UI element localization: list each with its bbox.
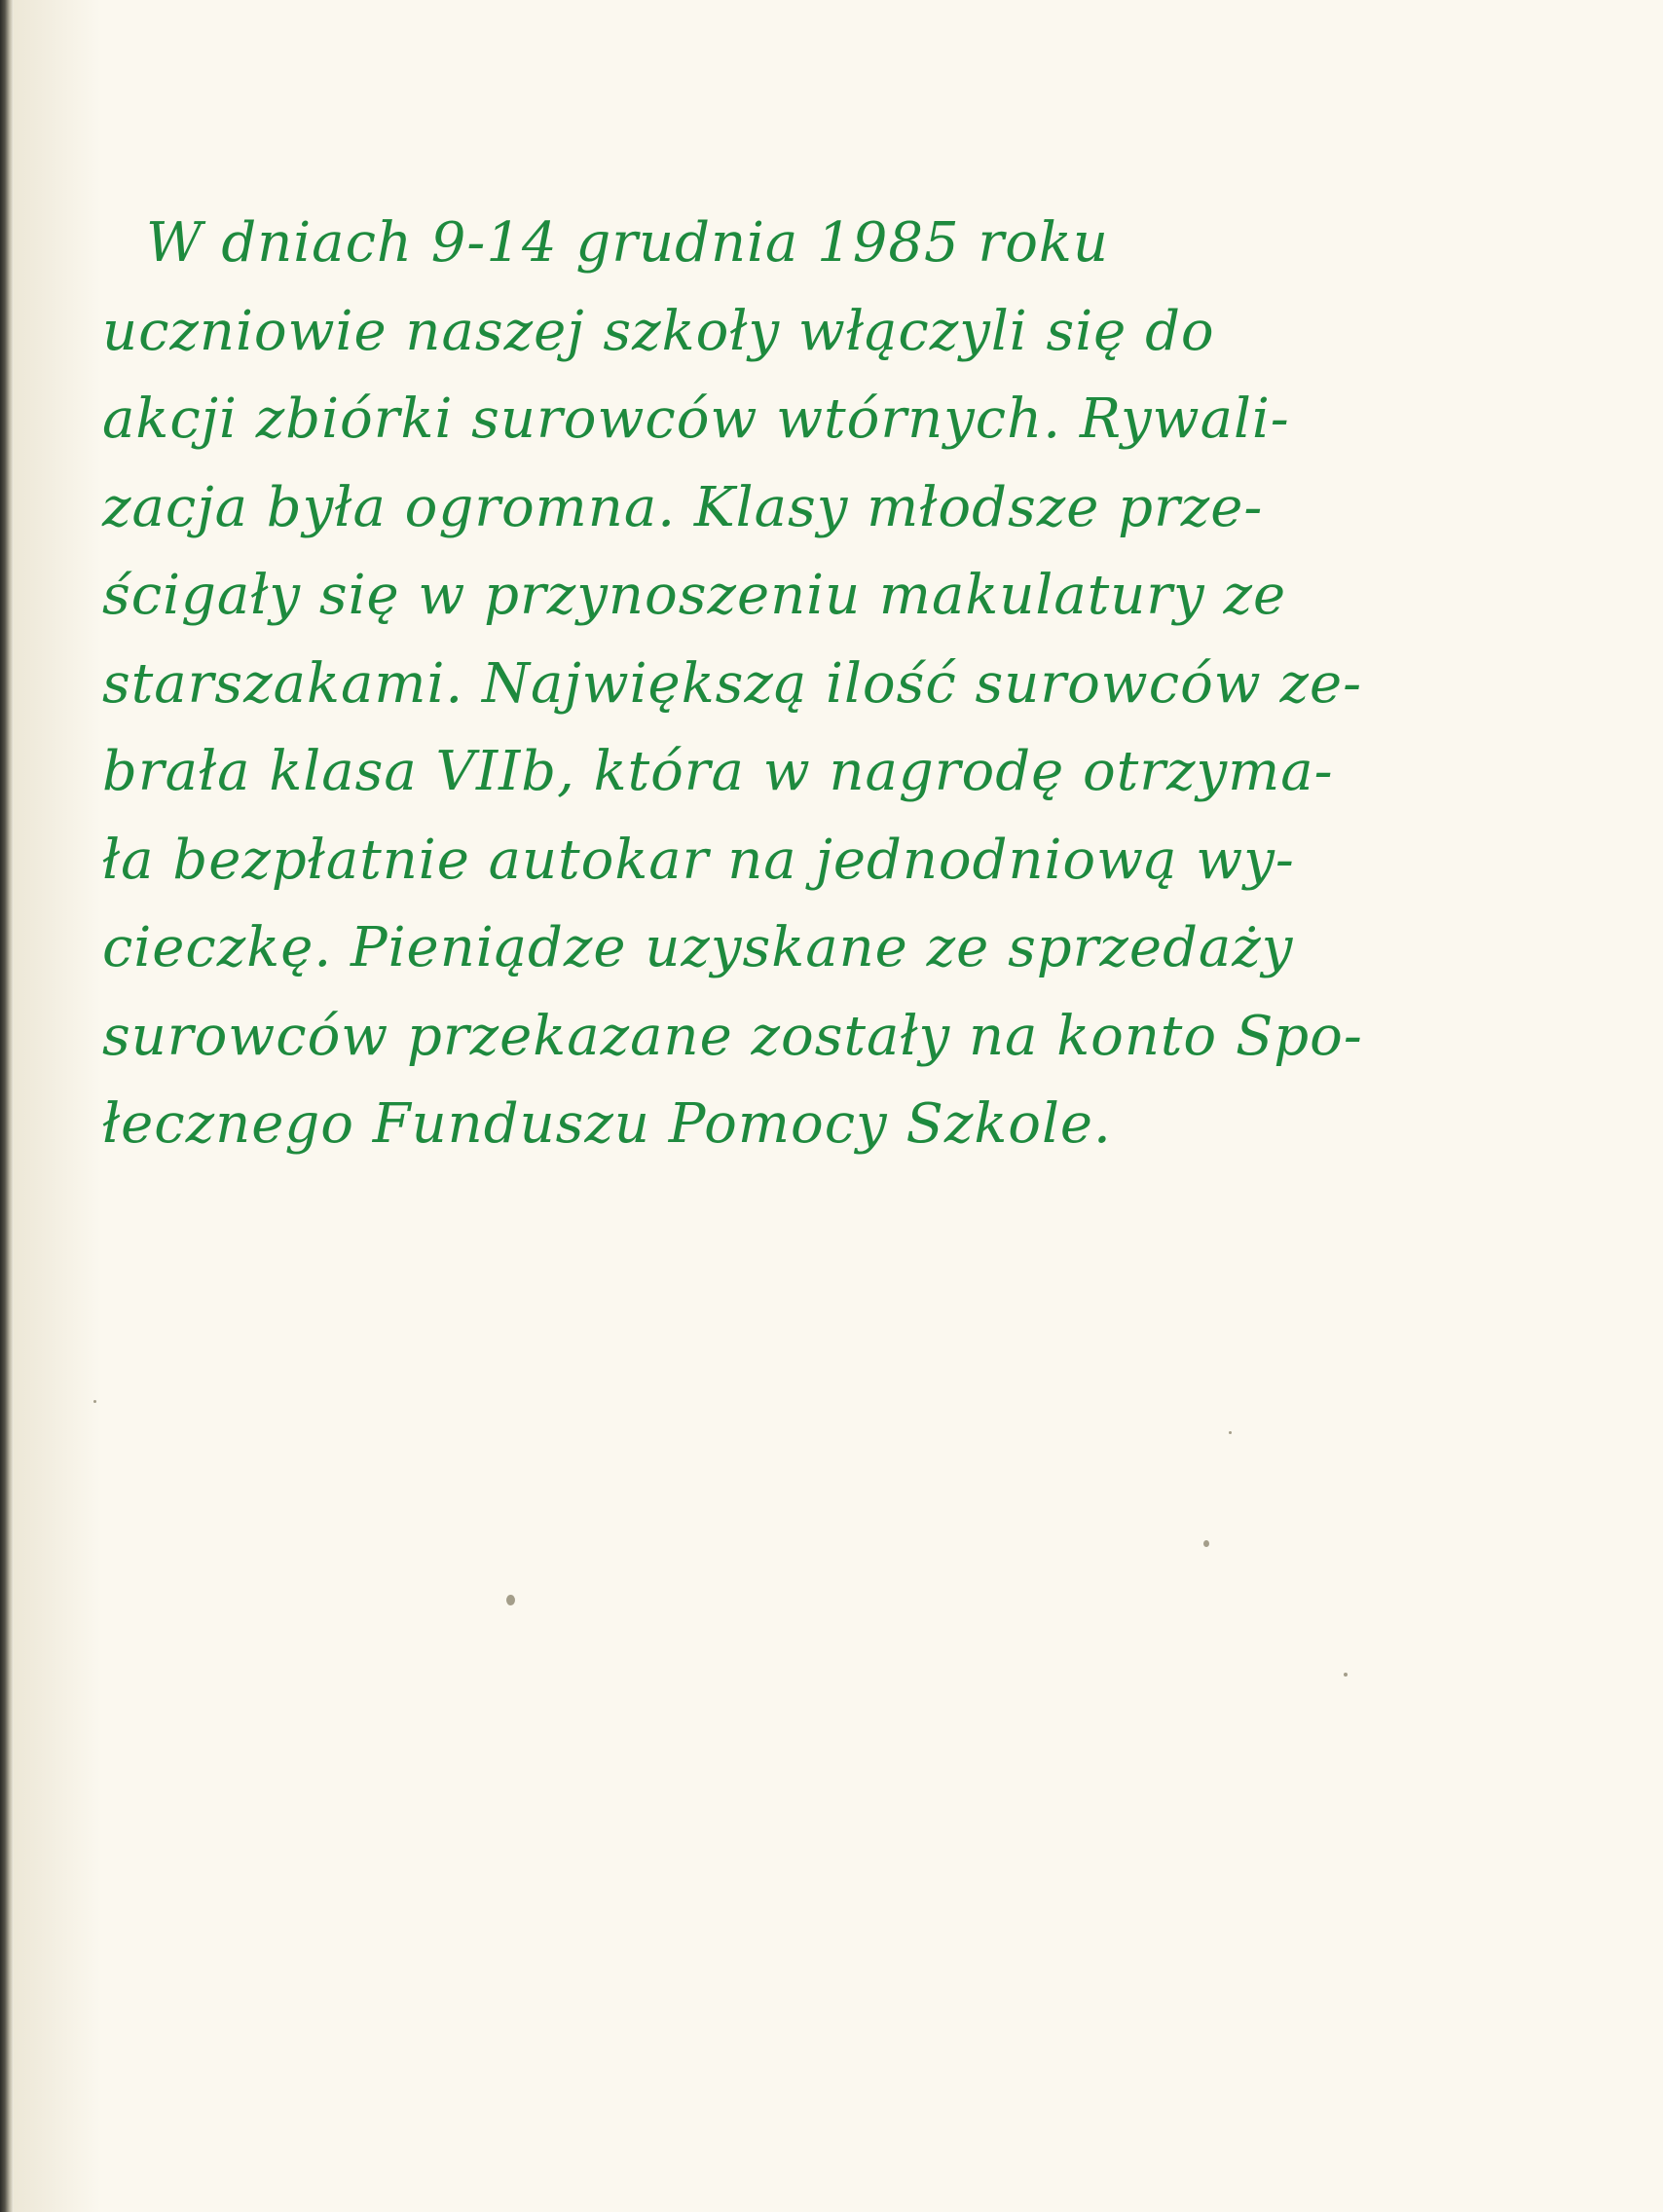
paper-speck <box>93 1400 96 1403</box>
text-line-11: łecznego Funduszu Pomocy Szkole. <box>102 1092 1112 1156</box>
text-line-1: W dniach 9-14 grudnia 1985 roku <box>146 211 1109 275</box>
text-line-9: cieczkę. Pieniądze uzyskane ze sprzedaży <box>102 916 1294 979</box>
paper-speck <box>506 1595 515 1605</box>
handwritten-text <box>102 200 1563 1169</box>
paper-speck <box>1344 1673 1348 1677</box>
text-line-5: ścigały się w przynoszeniu makulatury ze <box>102 564 1287 627</box>
paper-speck <box>1203 1540 1209 1547</box>
text-line-2: uczniowie naszej szkoły włączyli się do <box>102 299 1215 363</box>
paper-speck <box>1229 1431 1232 1434</box>
text-line-3: akcji zbiórki surowców wtórnych. Rywali- <box>102 387 1290 451</box>
text-line-6: starszakami. Największą ilość surowców ze- <box>102 651 1363 716</box>
paper-shade <box>14 0 101 2212</box>
text-line-8: ła bezpłatnie autokar na jednodniową wy- <box>102 828 1295 892</box>
text-line-4: zacja była ogromna. Klasy młodsze prze- <box>102 475 1264 539</box>
text-line-7: brała klasa VIIb, która w nagrodę otrzyma- <box>102 740 1334 803</box>
text-line-10: surowców przekazane zostały na konto Spo- <box>102 1004 1363 1068</box>
binding-edge <box>0 0 14 2212</box>
